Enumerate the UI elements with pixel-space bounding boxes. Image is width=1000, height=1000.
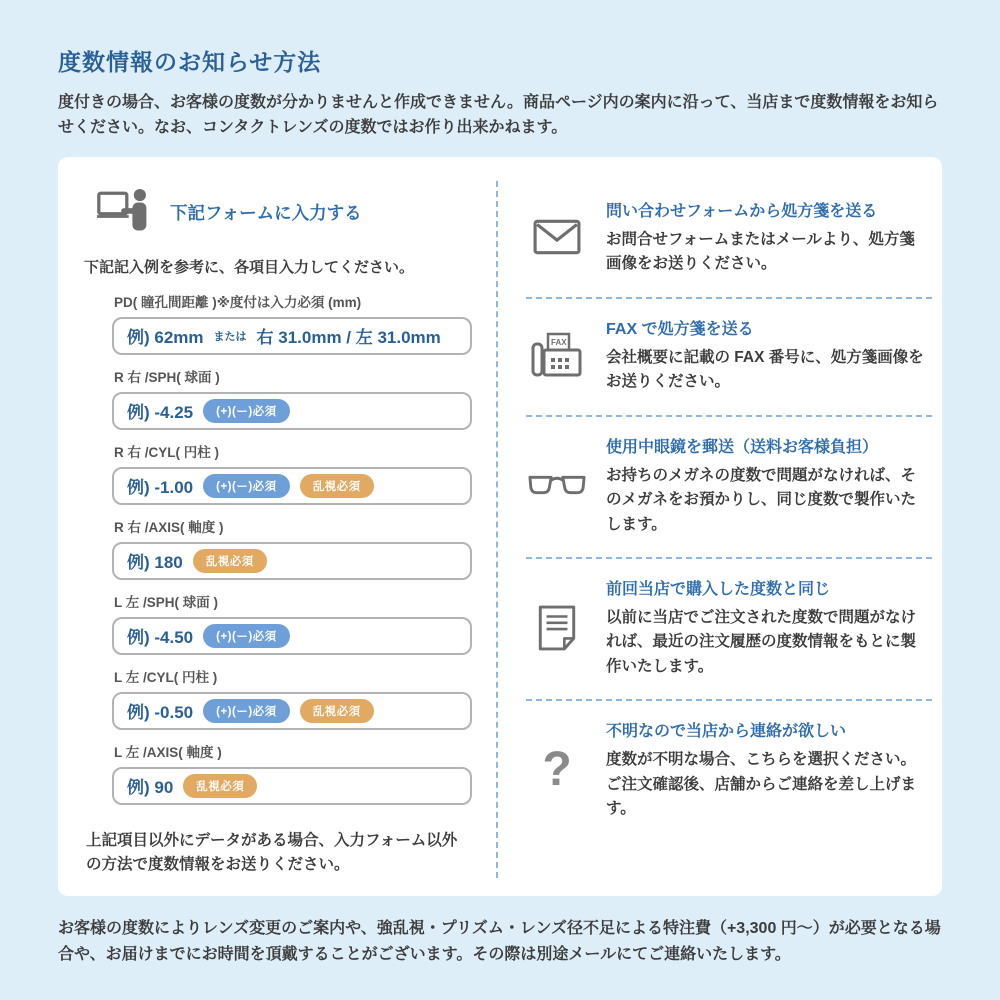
astigmatism-required-badge: 乱視必須 xyxy=(183,774,257,798)
method-body: 度数が不明な場合、こちらを選択ください。ご注文確認後、店舗からご連絡を差し上げます。 xyxy=(606,751,917,818)
field-label-r-sph: R 右 /SPH( 球面 ) xyxy=(114,369,220,385)
method-contact-form xyxy=(526,181,932,297)
astigmatism-required-badge: 乱視必須 xyxy=(300,699,374,723)
field-label-l-sph: L 左 /SPH( 球面 ) xyxy=(114,594,219,610)
method-title: 使用中眼鏡を郵送（送料お客様負担） xyxy=(606,438,879,456)
field-label-l-cyl: L 左 /CYL( 円柱 ) xyxy=(114,669,218,685)
method-body: お持ちのメガネの度数で問題がなければ、そのメガネをお預かりし、同じ度数で製作いたします。 xyxy=(606,466,917,533)
field-label-l-axis: L 左 /AXIS( 軸度 ) xyxy=(114,744,222,760)
field-example-l-cyl xyxy=(112,692,472,730)
instruction-card xyxy=(58,157,942,897)
field-label-r-axis: R 右 /AXIS( 軸度 ) xyxy=(114,519,224,535)
field-example-pd xyxy=(112,317,472,355)
example-value: 例) -4.25 xyxy=(127,403,194,423)
example-value: 例) -0.50 xyxy=(127,703,194,723)
plus-minus-required-badge: (+)(ー)必須 xyxy=(203,399,290,423)
method-body: お問合せフォームまたはメールより、処方箋画像をお送りください。 xyxy=(606,230,915,273)
plus-minus-required-badge: (+)(ー)必須 xyxy=(203,624,290,648)
example-value: 例) 90 xyxy=(127,778,174,798)
glasses-icon xyxy=(526,434,588,537)
field-example-r-axis xyxy=(112,542,472,580)
question-icon xyxy=(526,718,588,821)
field-label-pd: PD( 瞳孔間距離 )※度付は入力必須 (mm) xyxy=(114,294,362,310)
example-value: 例) -1.00 xyxy=(127,478,194,498)
example-value: 例) 62mm xyxy=(127,328,204,348)
intro-text: 度付きの場合、お客様の度数が分かりませんと作成できません。商品ページ内の案内に沿って、当店まで度数情報をお知らせください。なお、コンタクトレンズの度数ではお作り出来かねます。 xyxy=(58,94,939,136)
plus-minus-required-badge: (+)(ー)必須 xyxy=(203,699,290,723)
method-title: 不明なので当店から連絡が欲しい xyxy=(606,723,847,741)
form-header xyxy=(96,187,472,238)
form-section-title: 下記フォームに入力する xyxy=(170,202,362,223)
fax-icon xyxy=(526,316,588,395)
field-example-r-sph xyxy=(112,392,472,430)
method-text xyxy=(606,718,932,821)
form-note: 上記項目以外にデータがある場合、入力フォーム以外の方法で度数情報をお送りください。 xyxy=(86,831,458,874)
svg-text:FAX: FAX xyxy=(551,338,567,348)
person-at-computer-icon xyxy=(96,187,152,238)
field-example-l-axis xyxy=(112,767,472,805)
question-glyph: ? xyxy=(542,743,572,797)
method-previous-order xyxy=(526,557,932,699)
method-text xyxy=(606,198,932,277)
field-label-r-cyl: R 右 /CYL( 円柱 ) xyxy=(114,444,219,460)
method-body: 会社概要に記載の FAX 番号に、処方箋画像をお送りください。 xyxy=(606,348,924,391)
example-value: 例) -4.50 xyxy=(127,628,194,648)
page-title: 度数情報のお知らせ方法 xyxy=(58,49,322,75)
field-example-l-sph xyxy=(112,617,472,655)
method-title: 前回当店で購入した度数と同じ xyxy=(606,580,831,598)
astigmatism-required-badge: 乱視必須 xyxy=(300,474,374,498)
example-value-2: 右 31.0mm / 左 31.0mm xyxy=(256,328,441,348)
method-body: 以前に当店でご注文された度数で問題がなければ、最近の注文履歴の度数情報をもとに製作いたします。 xyxy=(606,608,917,675)
method-title: 問い合わせフォームから処方箋を送る xyxy=(606,202,878,220)
form-subtitle: 下記記入例を参考に、各項目入力してください。 xyxy=(84,258,415,276)
form-fields xyxy=(112,291,472,805)
document-icon xyxy=(526,576,588,679)
example-connector: または xyxy=(213,330,247,343)
method-text xyxy=(606,316,932,395)
method-fax xyxy=(526,297,932,415)
form-input-column xyxy=(58,181,498,879)
method-contact-me xyxy=(526,699,932,841)
methods-column xyxy=(498,181,942,879)
method-title: FAX で処方箋を送る xyxy=(606,320,754,338)
method-mail-glasses xyxy=(526,415,932,557)
footer-note: お客様の度数によりレンズ変更のご案内や、強乱視・プリズム・レンズ径不足による特注費（+3,300 円〜）が必要となる場合や、お届けまでにお時間を頂戴することがございます。その際は別途メールにてご連絡いたします。 xyxy=(58,920,941,964)
plus-minus-required-badge: (+)(ー)必須 xyxy=(203,474,290,498)
envelope-icon xyxy=(526,198,588,277)
method-text xyxy=(606,576,932,679)
method-text xyxy=(606,434,932,537)
astigmatism-required-badge: 乱視必須 xyxy=(193,549,267,573)
field-example-r-cyl xyxy=(112,467,472,505)
example-value: 例) 180 xyxy=(127,553,183,573)
